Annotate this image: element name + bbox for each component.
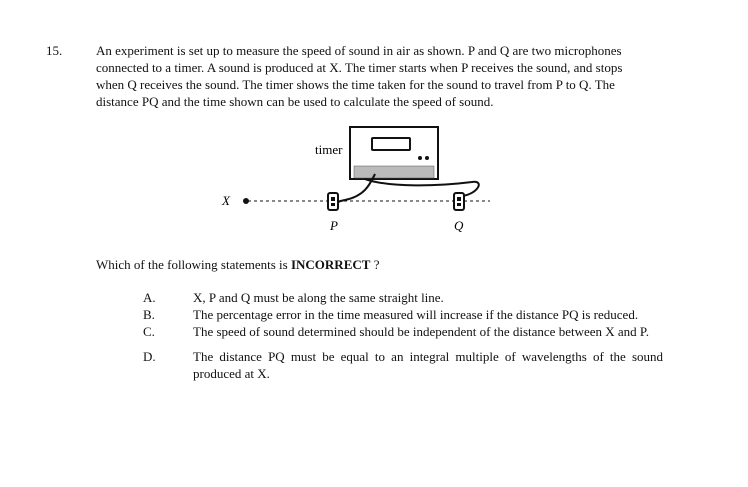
prompt-emphasis: INCORRECT bbox=[290, 257, 371, 272]
microphone-q-icon bbox=[454, 193, 464, 210]
stem-line: distance PQ and the time shown can be used to calculate the speed of sound. bbox=[96, 94, 494, 109]
option-c[interactable] bbox=[143, 323, 663, 340]
mic-p-label: P bbox=[330, 218, 338, 233]
option-letter: C. bbox=[143, 324, 155, 339]
option-letter: D. bbox=[143, 349, 156, 364]
option-text: The speed of sound determined should be independent of the distance between X and P. bbox=[193, 324, 649, 339]
option-b[interactable] bbox=[143, 306, 663, 323]
stem-line: when Q receives the sound. The timer shows the time taken for the sound to travel from P to Q. The bbox=[96, 77, 615, 92]
option-a[interactable] bbox=[143, 289, 663, 306]
option-text: The percentage error in the time measured will increase if the distance PQ is reduced. bbox=[193, 307, 639, 322]
answer-options bbox=[143, 289, 663, 382]
option-text: X, P and Q must be along the same straight line. bbox=[193, 290, 444, 305]
experiment-diagram bbox=[210, 122, 510, 237]
option-letter: B. bbox=[143, 307, 155, 322]
question-stem bbox=[96, 42, 662, 110]
option-letter: A. bbox=[143, 290, 156, 305]
stem-line: connected to a timer. A sound is produced at X. The timer starts when P receives the sound, and stops bbox=[96, 60, 623, 75]
microphone-p-icon bbox=[328, 193, 338, 210]
timer-label: timer bbox=[315, 142, 343, 157]
source-point bbox=[243, 198, 249, 204]
source-label: X bbox=[222, 193, 230, 208]
prompt-text: Which of the following statements is bbox=[96, 257, 291, 272]
timer-icon bbox=[350, 127, 438, 179]
prompt-suffix: ? bbox=[370, 257, 380, 272]
option-text: The distance PQ must be equal to an integral multiple of wavelengths of the sound produced at X. bbox=[193, 349, 663, 381]
stem-line: An experiment is set up to measure the speed of sound in air as shown. P and Q are two microphones bbox=[96, 43, 622, 58]
option-d[interactable] bbox=[143, 348, 663, 382]
mic-q-label: Q bbox=[454, 218, 464, 233]
question-prompt bbox=[96, 256, 656, 273]
question-number: 15. bbox=[46, 43, 63, 58]
